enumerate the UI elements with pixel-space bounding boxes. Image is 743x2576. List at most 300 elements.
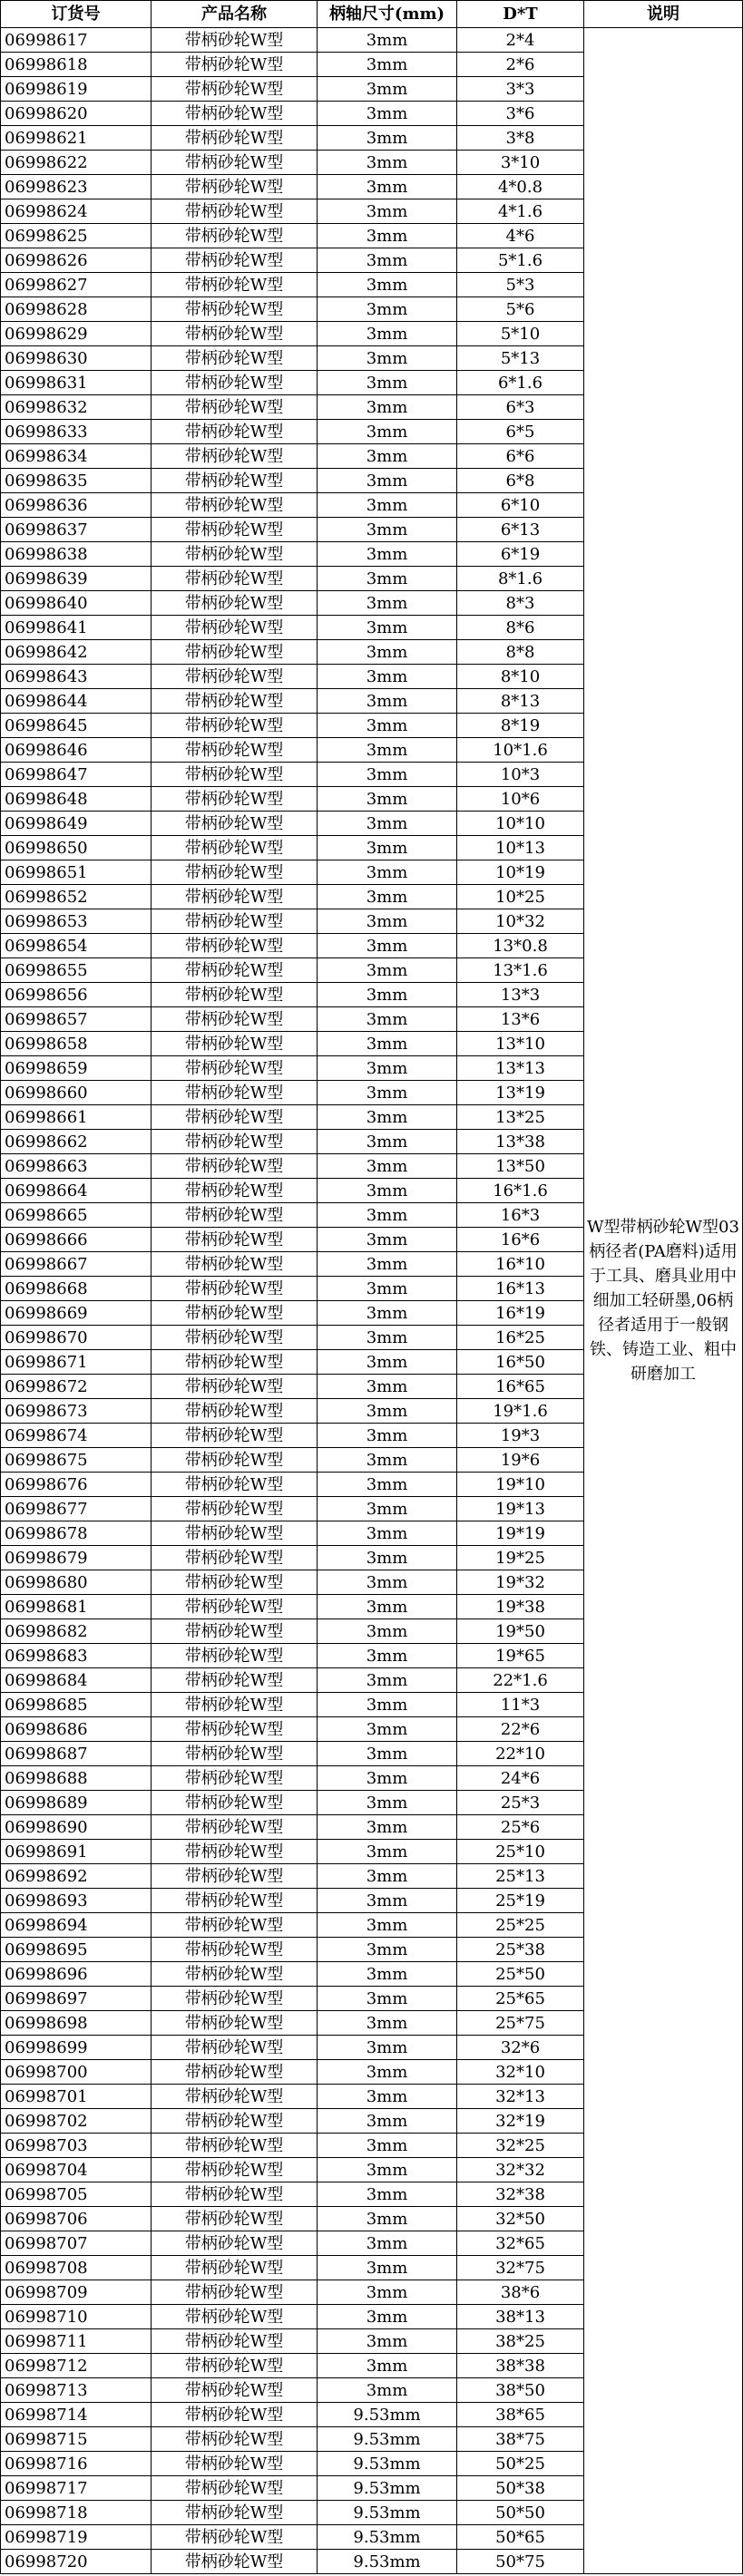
dimension-cell: 6*1.6 [457,371,584,395]
product-name-cell: 带柄砂轮W型 [152,1056,318,1081]
product-name-cell: 带柄砂轮W型 [152,1301,318,1326]
order-code-cell: 06998689 [1,1791,152,1815]
product-name-cell: 带柄砂轮W型 [152,1326,318,1350]
dimension-cell: 13*0.8 [457,934,584,958]
order-code-cell: 06998621 [1,126,152,151]
order-code-cell: 06998657 [1,1007,152,1032]
order-code-cell: 06998713 [1,2378,152,2403]
dimension-cell: 16*65 [457,1375,584,1399]
shank-size-cell: 3mm [318,2060,457,2085]
shank-size-cell: 9.53mm [318,2550,457,2574]
dimension-cell: 25*3 [457,1791,584,1815]
shank-size-cell: 3mm [318,1424,457,1448]
shank-size-cell: 3mm [318,1546,457,1570]
dimension-cell: 8*19 [457,714,584,738]
dimension-cell: 25*13 [457,1864,584,1889]
shank-size-cell: 3mm [318,1399,457,1424]
product-name-cell: 带柄砂轮W型 [152,1619,318,1644]
shank-size-cell: 3mm [318,151,457,175]
dimension-cell: 5*13 [457,346,584,371]
dimension-cell: 50*65 [457,2525,584,2550]
dimension-cell: 38*75 [457,2427,584,2452]
dimension-cell: 8*13 [457,689,584,714]
product-name-cell: 带柄砂轮W型 [152,1644,318,1668]
shank-size-cell: 3mm [318,1081,457,1105]
dimension-cell: 6*13 [457,518,584,542]
shank-size-cell: 3mm [318,1301,457,1326]
shank-size-cell: 3mm [318,1203,457,1228]
shank-size-cell: 3mm [318,2378,457,2403]
shank-size-cell: 3mm [318,2158,457,2182]
dimension-cell: 6*8 [457,469,584,493]
product-name-cell: 带柄砂轮W型 [152,2109,318,2134]
product-name-cell: 带柄砂轮W型 [152,1154,318,1179]
product-name-cell: 带柄砂轮W型 [152,1424,318,1448]
order-code-cell: 06998719 [1,2525,152,2550]
dimension-cell: 32*10 [457,2060,584,2085]
shank-size-cell: 3mm [318,836,457,860]
order-code-cell: 06998695 [1,1938,152,1962]
dimension-cell: 22*6 [457,1717,584,1742]
dimension-cell: 32*13 [457,2085,584,2109]
shank-size-cell: 3mm [318,763,457,787]
order-code-cell: 06998633 [1,420,152,444]
shank-size-cell: 3mm [318,1252,457,1277]
dimension-cell: 5*1.6 [457,248,584,273]
dimension-cell: 25*50 [457,1962,584,1987]
dimension-cell: 16*19 [457,1301,584,1326]
dimension-cell: 10*1.6 [457,738,584,763]
product-name-cell: 带柄砂轮W型 [152,175,318,199]
dimension-cell: 25*25 [457,1913,584,1938]
order-code-cell: 06998629 [1,322,152,346]
order-code-cell: 06998663 [1,1154,152,1179]
order-code-cell: 06998707 [1,2231,152,2256]
dimension-cell: 3*6 [457,102,584,126]
product-name-cell: 带柄砂轮W型 [152,2207,318,2231]
product-name-cell: 带柄砂轮W型 [152,1668,318,1693]
product-name-cell: 带柄砂轮W型 [152,1595,318,1619]
shank-size-cell: 3mm [318,469,457,493]
order-code-cell: 06998704 [1,2158,152,2182]
dimension-cell: 3*8 [457,126,584,151]
dimension-cell: 8*8 [457,640,584,665]
order-code-cell: 06998640 [1,591,152,616]
header-name: 产品名称 [152,1,318,28]
dimension-cell: 16*3 [457,1203,584,1228]
order-code-cell: 06998705 [1,2182,152,2207]
shank-size-cell: 3mm [318,934,457,958]
product-name-cell: 带柄砂轮W型 [152,518,318,542]
product-name-cell: 带柄砂轮W型 [152,1938,318,1962]
order-code-cell: 06998632 [1,395,152,420]
header-note: 说明 [584,1,743,28]
shank-size-cell: 3mm [318,126,457,151]
shank-size-cell: 3mm [318,1521,457,1546]
order-code-cell: 06998708 [1,2256,152,2280]
order-code-cell: 06998677 [1,1497,152,1521]
dimension-cell: 50*38 [457,2476,584,2501]
dimension-cell: 32*25 [457,2134,584,2158]
product-name-cell: 带柄砂轮W型 [152,420,318,444]
dimension-cell: 16*1.6 [457,1179,584,1203]
product-name-cell: 带柄砂轮W型 [152,567,318,591]
order-code-cell: 06998620 [1,102,152,126]
shank-size-cell: 3mm [318,371,457,395]
order-code-cell: 06998664 [1,1179,152,1203]
order-code-cell: 06998699 [1,2036,152,2060]
dimension-cell: 25*19 [457,1889,584,1913]
order-code-cell: 06998692 [1,1864,152,1889]
dimension-cell: 38*50 [457,2378,584,2403]
shank-size-cell: 3mm [318,1228,457,1252]
order-code-cell: 06998651 [1,860,152,885]
order-code-cell: 06998688 [1,1766,152,1791]
order-code-cell: 06998638 [1,542,152,567]
shank-size-cell: 3mm [318,542,457,567]
product-name-cell: 带柄砂轮W型 [152,2134,318,2158]
order-code-cell: 06998654 [1,934,152,958]
product-name-cell: 带柄砂轮W型 [152,224,318,248]
shank-size-cell: 3mm [318,322,457,346]
product-name-cell: 带柄砂轮W型 [152,738,318,763]
order-code-cell: 06998635 [1,469,152,493]
product-name-cell: 带柄砂轮W型 [152,2354,318,2378]
dimension-cell: 13*25 [457,1105,584,1130]
dimension-cell: 50*75 [457,2550,584,2574]
shank-size-cell: 3mm [318,444,457,469]
product-name-cell: 带柄砂轮W型 [152,346,318,371]
product-name-cell: 带柄砂轮W型 [152,958,318,983]
order-code-cell: 06998618 [1,53,152,77]
shank-size-cell: 3mm [318,714,457,738]
dimension-cell: 32*75 [457,2256,584,2280]
order-code-cell: 06998693 [1,1889,152,1913]
order-code-cell: 06998712 [1,2354,152,2378]
dimension-cell: 10*13 [457,836,584,860]
shank-size-cell: 3mm [318,1154,457,1179]
shank-size-cell: 3mm [318,1791,457,1815]
order-code-cell: 06998671 [1,1350,152,1375]
shank-size-cell: 9.53mm [318,2525,457,2550]
product-name-cell: 带柄砂轮W型 [152,1081,318,1105]
order-code-cell: 06998653 [1,909,152,934]
product-name-cell: 带柄砂轮W型 [152,787,318,812]
dimension-cell: 2*4 [457,28,584,53]
order-code-cell: 06998717 [1,2476,152,2501]
product-name-cell: 带柄砂轮W型 [152,199,318,224]
dimension-cell: 8*3 [457,591,584,616]
dimension-cell: 19*3 [457,1424,584,1448]
order-code-cell: 06998646 [1,738,152,763]
shank-size-cell: 3mm [318,1570,457,1595]
header-row [1,1,743,28]
shank-size-cell: 3mm [318,787,457,812]
dimension-cell: 25*38 [457,1938,584,1962]
shank-size-cell: 9.53mm [318,2427,457,2452]
order-code-cell: 06998655 [1,958,152,983]
shank-size-cell: 3mm [318,1056,457,1081]
product-name-cell: 带柄砂轮W型 [152,2256,318,2280]
dimension-cell: 16*10 [457,1252,584,1277]
product-name-cell: 带柄砂轮W型 [152,1375,318,1399]
order-code-cell: 06998690 [1,1815,152,1840]
product-name-cell: 带柄砂轮W型 [152,322,318,346]
order-code-cell: 06998700 [1,2060,152,2085]
order-code-cell: 06998662 [1,1130,152,1154]
product-name-cell: 带柄砂轮W型 [152,1766,318,1791]
shank-size-cell: 3mm [318,909,457,934]
shank-size-cell: 3mm [318,2329,457,2354]
order-code-cell: 06998659 [1,1056,152,1081]
product-name-cell: 带柄砂轮W型 [152,151,318,175]
product-name-cell: 带柄砂轮W型 [152,934,318,958]
shank-size-cell: 3mm [318,1644,457,1668]
shank-size-cell: 3mm [318,2305,457,2329]
order-code-cell: 06998637 [1,518,152,542]
dimension-cell: 3*3 [457,77,584,102]
dimension-cell: 8*10 [457,665,584,689]
order-code-cell: 06998697 [1,1987,152,2011]
shank-size-cell: 3mm [318,2280,457,2305]
shank-size-cell: 3mm [318,53,457,77]
dimension-cell: 25*75 [457,2011,584,2036]
product-name-cell: 带柄砂轮W型 [152,126,318,151]
product-name-cell: 带柄砂轮W型 [152,836,318,860]
shank-size-cell: 9.53mm [318,2501,457,2525]
order-code-cell: 06998630 [1,346,152,371]
order-code-cell: 06998718 [1,2501,152,2525]
product-name-cell: 带柄砂轮W型 [152,2403,318,2427]
dimension-cell: 38*25 [457,2329,584,2354]
shank-size-cell: 3mm [318,1864,457,1889]
dimension-cell: 25*6 [457,1815,584,1840]
order-code-cell: 06998679 [1,1546,152,1570]
product-name-cell: 带柄砂轮W型 [152,1228,318,1252]
product-name-cell: 带柄砂轮W型 [152,1693,318,1717]
product-name-cell: 带柄砂轮W型 [152,1130,318,1154]
dimension-cell: 22*10 [457,1742,584,1766]
shank-size-cell: 3mm [318,860,457,885]
shank-size-cell: 3mm [318,1105,457,1130]
shank-size-cell: 3mm [318,1717,457,1742]
product-name-cell: 带柄砂轮W型 [152,371,318,395]
order-code-cell: 06998642 [1,640,152,665]
order-code-cell: 06998619 [1,77,152,102]
order-code-cell: 06998625 [1,224,152,248]
shank-size-cell: 3mm [318,297,457,322]
dimension-cell: 38*65 [457,2403,584,2427]
product-name-cell: 带柄砂轮W型 [152,1864,318,1889]
shank-size-cell: 3mm [318,1742,457,1766]
product-name-cell: 带柄砂轮W型 [152,248,318,273]
shank-size-cell: 3mm [318,346,457,371]
shank-size-cell: 3mm [318,1326,457,1350]
shank-size-cell: 3mm [318,1938,457,1962]
order-code-cell: 06998641 [1,616,152,640]
order-code-cell: 06998660 [1,1081,152,1105]
product-name-cell: 带柄砂轮W型 [152,640,318,665]
order-code-cell: 06998720 [1,2550,152,2574]
shank-size-cell: 3mm [318,2182,457,2207]
dimension-cell: 11*3 [457,1693,584,1717]
shank-size-cell: 3mm [318,518,457,542]
order-code-cell: 06998617 [1,28,152,53]
dimension-cell: 5*6 [457,297,584,322]
shank-size-cell: 3mm [318,420,457,444]
shank-size-cell: 3mm [318,248,457,273]
dimension-cell: 13*3 [457,983,584,1007]
description-cell [584,28,743,2574]
product-name-cell: 带柄砂轮W型 [152,1889,318,1913]
shank-size-cell: 3mm [318,1032,457,1056]
order-code-cell: 06998675 [1,1448,152,1473]
shank-size-cell: 3mm [318,1179,457,1203]
shank-size-cell: 3mm [318,273,457,297]
shank-size-cell: 3mm [318,591,457,616]
dimension-cell: 6*6 [457,444,584,469]
shank-size-cell: 3mm [318,395,457,420]
shank-size-cell: 3mm [318,1375,457,1399]
order-code-cell: 06998702 [1,2109,152,2134]
dimension-cell: 10*10 [457,812,584,836]
product-name-cell: 带柄砂轮W型 [152,395,318,420]
dimension-cell: 5*10 [457,322,584,346]
shank-size-cell: 3mm [318,2036,457,2060]
product-name-cell: 带柄砂轮W型 [152,1521,318,1546]
shank-size-cell: 3mm [318,1815,457,1840]
product-name-cell: 带柄砂轮W型 [152,1987,318,2011]
product-name-cell: 带柄砂轮W型 [152,1913,318,1938]
product-name-cell: 带柄砂轮W型 [152,616,318,640]
order-code-cell: 06998711 [1,2329,152,2354]
product-name-cell: 带柄砂轮W型 [152,665,318,689]
order-code-cell: 06998696 [1,1962,152,1987]
shank-size-cell: 3mm [318,738,457,763]
order-code-cell: 06998706 [1,2207,152,2231]
header-code: 订货号 [1,1,152,28]
shank-size-cell: 3mm [318,1595,457,1619]
shank-size-cell: 3mm [318,2231,457,2256]
description-text: W型带柄砂轮W型03柄径者(PA磨料)适用于工具、磨具业用中细加工轻研墨,06柄径者适用于一般钢铁、铸造工业、粗中研磨加工 [587,1218,739,1384]
product-name-cell: 带柄砂轮W型 [152,102,318,126]
order-code-cell: 06998667 [1,1252,152,1277]
dimension-cell: 16*6 [457,1228,584,1252]
order-code-cell: 06998648 [1,787,152,812]
order-code-cell: 06998626 [1,248,152,273]
shank-size-cell: 3mm [318,689,457,714]
shank-size-cell: 3mm [318,1987,457,2011]
dimension-cell: 13*1.6 [457,958,584,983]
order-code-cell: 06998703 [1,2134,152,2158]
dimension-cell: 10*19 [457,860,584,885]
order-code-cell: 06998680 [1,1570,152,1595]
dimension-cell: 16*25 [457,1326,584,1350]
dimension-cell: 13*13 [457,1056,584,1081]
product-name-cell: 带柄砂轮W型 [152,2427,318,2452]
shank-size-cell: 3mm [318,1007,457,1032]
dimension-cell: 50*50 [457,2501,584,2525]
product-name-cell: 带柄砂轮W型 [152,591,318,616]
shank-size-cell: 3mm [318,1668,457,1693]
product-name-cell: 带柄砂轮W型 [152,689,318,714]
shank-size-cell: 3mm [318,2207,457,2231]
dimension-cell: 8*1.6 [457,567,584,591]
shank-size-cell: 3mm [318,640,457,665]
shank-size-cell: 3mm [318,567,457,591]
dimension-cell: 6*3 [457,395,584,420]
dimension-cell: 10*32 [457,909,584,934]
dimension-cell: 10*6 [457,787,584,812]
shank-size-cell: 3mm [318,2354,457,2378]
product-name-cell: 带柄砂轮W型 [152,2525,318,2550]
product-name-cell: 带柄砂轮W型 [152,1570,318,1595]
order-code-cell: 06998639 [1,567,152,591]
order-code-cell: 06998644 [1,689,152,714]
shank-size-cell: 3mm [318,1889,457,1913]
product-name-cell: 带柄砂轮W型 [152,1179,318,1203]
dimension-cell: 32*6 [457,2036,584,2060]
order-code-cell: 06998631 [1,371,152,395]
order-code-cell: 06998681 [1,1595,152,1619]
dimension-cell: 32*19 [457,2109,584,2134]
dimension-cell: 19*19 [457,1521,584,1546]
product-name-cell: 带柄砂轮W型 [152,1032,318,1056]
shank-size-cell: 3mm [318,2134,457,2158]
order-code-cell: 06998670 [1,1326,152,1350]
shank-size-cell: 3mm [318,1497,457,1521]
product-name-cell: 带柄砂轮W型 [152,273,318,297]
order-code-cell: 06998674 [1,1424,152,1448]
product-name-cell: 带柄砂轮W型 [152,714,318,738]
product-name-cell: 带柄砂轮W型 [152,2182,318,2207]
dimension-cell: 4*0.8 [457,175,584,199]
dimension-cell: 19*10 [457,1473,584,1497]
dimension-cell: 16*50 [457,1350,584,1375]
dimension-cell: 19*25 [457,1546,584,1570]
product-name-cell: 带柄砂轮W型 [152,2011,318,2036]
shank-size-cell: 3mm [318,224,457,248]
dimension-cell: 19*1.6 [457,1399,584,1424]
product-name-cell: 带柄砂轮W型 [152,1105,318,1130]
product-name-cell: 带柄砂轮W型 [152,2158,318,2182]
order-code-cell: 06998656 [1,983,152,1007]
table-row [1,28,743,53]
dimension-cell: 13*50 [457,1154,584,1179]
product-name-cell: 带柄砂轮W型 [152,983,318,1007]
order-code-cell: 06998624 [1,199,152,224]
dimension-cell: 25*65 [457,1987,584,2011]
order-code-cell: 06998714 [1,2403,152,2427]
shank-size-cell: 9.53mm [318,2476,457,2501]
shank-size-cell: 3mm [318,102,457,126]
product-name-cell: 带柄砂轮W型 [152,1497,318,1521]
dimension-cell: 2*6 [457,53,584,77]
order-code-cell: 06998647 [1,763,152,787]
order-code-cell: 06998668 [1,1277,152,1301]
order-code-cell: 06998634 [1,444,152,469]
shank-size-cell: 3mm [318,958,457,983]
dimension-cell: 13*10 [457,1032,584,1056]
dimension-cell: 10*25 [457,885,584,909]
dimension-cell: 25*10 [457,1840,584,1864]
shank-size-cell: 3mm [318,1913,457,1938]
order-code-cell: 06998672 [1,1375,152,1399]
dimension-cell: 22*1.6 [457,1668,584,1693]
product-name-cell: 带柄砂轮W型 [152,2550,318,2574]
dimension-cell: 24*6 [457,1766,584,1791]
order-code-cell: 06998709 [1,2280,152,2305]
